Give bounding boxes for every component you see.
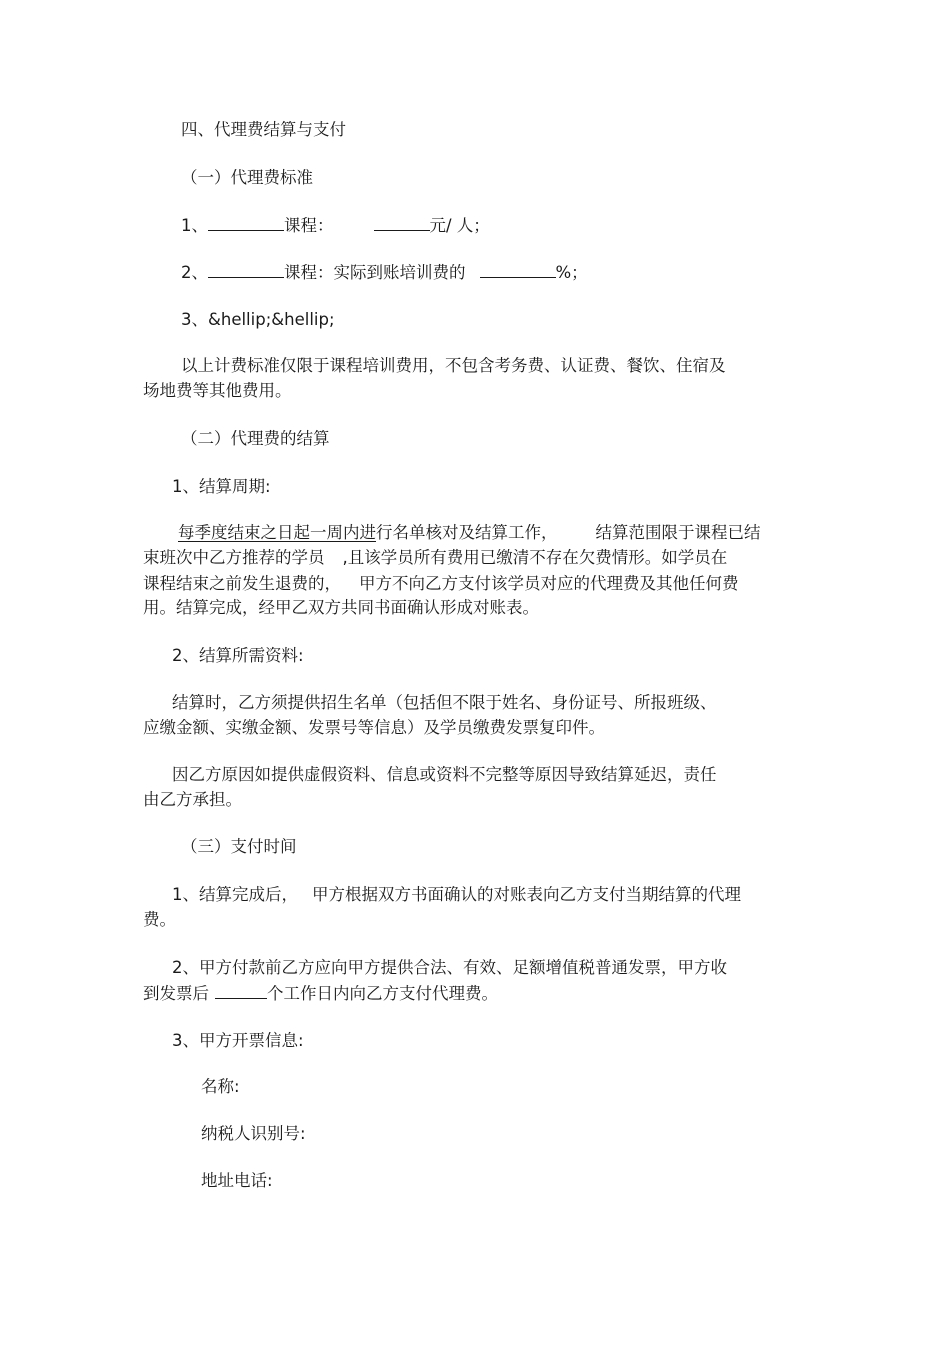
settlement-cycle-line-1 xyxy=(178,522,761,544)
settlement-docs-line-2: 应缴金额、实缴金额、发票号等信息）及学员缴费发票复印件。 xyxy=(143,718,605,737)
payment-line-1-cont: 费。 xyxy=(143,910,176,929)
payment-line-2-cont xyxy=(143,982,498,1005)
fee-item-1-unit: 元/ 人； xyxy=(429,216,490,235)
subsection-title-2: （二）代理费的结算 xyxy=(181,429,330,448)
settlement-docs-line-1: 结算时，乙方须提供招生名单（包括但不限于姓名、身份证号、所报班级、 xyxy=(172,693,717,712)
payment-line-1 xyxy=(172,884,741,906)
settlement-docs-heading: 2、结算所需资料: xyxy=(172,646,304,665)
liability-line-1: 因乙方原因如提供虚假资料、信息或资料不完整等原因导致结算延迟，责任 xyxy=(172,765,717,784)
fee-item-2-label: 课程：实际到账培训费的 xyxy=(284,263,466,282)
settlement-cycle-line-2a: 束班次中乙方推荐的学员 xyxy=(143,548,325,567)
settlement-cycle-heading: 1、结算周期: xyxy=(172,477,271,496)
settlement-cycle-line-3a: 课程结束之前发生退费的， xyxy=(143,574,341,593)
fee-item-3-number: 3、 xyxy=(181,310,208,329)
fee-percent-blank xyxy=(480,261,556,278)
payment-line-2-pre: 到发票后 xyxy=(143,984,209,1003)
payment-line-2-post: 个工作日内向乙方支付代理费。 xyxy=(267,984,498,1003)
fee-item-3 xyxy=(181,309,335,331)
subsection-title-3: （三）支付时间 xyxy=(181,837,297,856)
fee-item-2-unit: %； xyxy=(555,263,588,282)
section-title: 四、代理费结算与支付 xyxy=(181,120,346,139)
fee-item-2 xyxy=(181,261,588,284)
fee-item-2-number: 2、 xyxy=(181,263,208,282)
liability-line-2: 由乙方承担。 xyxy=(143,790,242,809)
working-days-blank xyxy=(215,982,267,999)
settlement-cycle-underlined-text: 每季度结束之日起一周内进 xyxy=(178,523,376,542)
invoice-info-heading: 3、甲方开票信息: xyxy=(172,1031,304,1050)
payment-line-1a: 1、结算完成后， xyxy=(172,885,298,904)
invoice-tax-id-label: 纳税人识别号: xyxy=(201,1124,306,1143)
fee-item-1-label: 课程： xyxy=(284,216,334,235)
fee-item-1 xyxy=(181,214,490,237)
settlement-cycle-line-2b: ,且该学员所有费用已缴清不存在欠费情形。如学员在 xyxy=(342,548,728,567)
payment-line-2: 2、甲方付款前乙方应向甲方提供合法、有效、足额增值税普通发票，甲方收 xyxy=(172,958,727,977)
settlement-cycle-line-1-tail: 结算范围限于课程已结 xyxy=(595,523,761,542)
payment-line-1b: 甲方根据双方书面确认的对账表向乙方支付当期结算的代理 xyxy=(312,885,741,904)
fee-item-3-text: &hellip;&hellip; xyxy=(208,310,335,329)
settlement-cycle-line-2 xyxy=(143,547,727,569)
fee-amount-blank xyxy=(374,214,430,231)
course-name-blank-2 xyxy=(208,261,284,278)
settlement-cycle-line-4: 用。结算完成，经甲乙双方共同书面确认形成对账表。 xyxy=(143,598,539,617)
fee-note-line-2: 场地费等其他费用。 xyxy=(143,381,292,400)
fee-item-1-number: 1、 xyxy=(181,216,208,235)
settlement-cycle-line-3b: 甲方不向乙方支付该学员对应的代理费及其他任何费 xyxy=(359,574,739,593)
subsection-title-1: （一）代理费标准 xyxy=(181,168,313,187)
invoice-name-label: 名称: xyxy=(201,1077,240,1096)
invoice-address-phone-label: 地址电话: xyxy=(201,1171,273,1190)
settlement-cycle-line-3 xyxy=(143,573,739,595)
course-name-blank-1 xyxy=(208,214,284,231)
settlement-cycle-line-1-rest: 行名单核对及结算工作， xyxy=(376,523,558,542)
fee-note-line-1: 以上计费标准仅限于课程培训费用，不包含考务费、认证费、餐饮、住宿及 xyxy=(181,356,726,375)
